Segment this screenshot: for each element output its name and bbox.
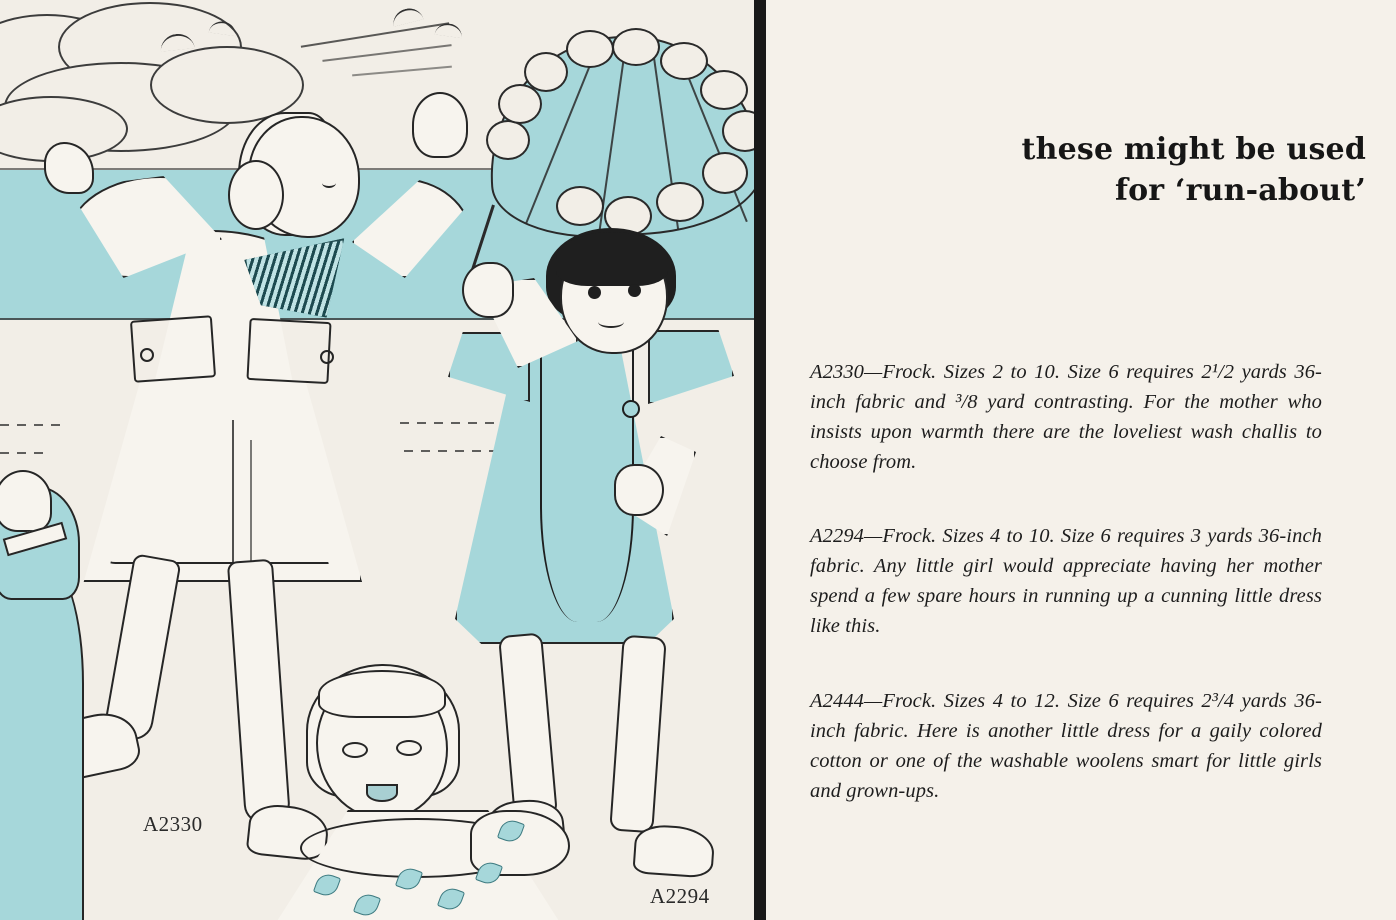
sand-texture xyxy=(0,424,68,426)
left-figure-hand xyxy=(0,470,52,532)
parasol-frill xyxy=(660,42,708,80)
parasol-frill xyxy=(700,70,748,110)
text-panel xyxy=(766,0,1396,920)
dress-pocket xyxy=(246,318,331,384)
girl-two-mouth xyxy=(598,316,624,328)
girl-three-eye xyxy=(396,740,422,756)
headline-line-1: these might be used xyxy=(1021,132,1366,167)
sand-texture xyxy=(404,450,502,452)
left-figure-body xyxy=(0,560,84,920)
girl-three-mouth xyxy=(366,784,398,802)
girl-two-hand xyxy=(462,262,514,318)
dress-pleat-line xyxy=(250,440,252,570)
dress-pleat-line xyxy=(232,420,234,570)
girl-two-eye xyxy=(628,284,641,297)
parasol-frill xyxy=(524,52,568,92)
girl-one-hair-bun xyxy=(228,160,284,230)
pattern-description-list xyxy=(810,336,1322,850)
girl-two-hand xyxy=(614,464,664,516)
parasol-frill xyxy=(556,186,604,226)
parasol-frill xyxy=(498,84,542,124)
parasol-frill xyxy=(612,28,660,66)
girl-three-bangs xyxy=(318,670,446,718)
dress-button xyxy=(622,400,640,418)
page-headline xyxy=(806,130,1390,211)
sky-stroke xyxy=(352,66,452,77)
parasol-frill xyxy=(566,30,614,68)
parasol-frill xyxy=(486,120,530,160)
girl-one-eye xyxy=(322,178,336,188)
girl-two-bangs xyxy=(556,232,668,286)
parasol-frill xyxy=(656,182,704,222)
column-divider xyxy=(754,0,766,920)
sky-stroke xyxy=(301,22,449,47)
headline-line-2: for ‘run-about’ xyxy=(1114,172,1366,208)
seagull-icon xyxy=(390,5,423,26)
illustration-caption-a2330: A2330 xyxy=(143,812,203,836)
pattern-entry-a2330: A2330—Frock. Sizes 2 to 10. Size 6 requires 2¹/2 yards 36-inch fabric and ³/8 yard contrasting. For the mother who insists upon warmth there are the loveliest wash challis to choose from. xyxy=(810,360,1322,473)
girl-one-right-hand xyxy=(412,92,468,158)
girl-two-eye xyxy=(588,286,601,299)
pocket-button xyxy=(320,350,334,364)
sky-stroke xyxy=(322,44,451,62)
sand-texture xyxy=(0,452,50,454)
parasol-frill xyxy=(702,152,748,194)
sand-texture xyxy=(400,422,510,424)
pocket-button xyxy=(140,348,154,362)
girl-three-eye xyxy=(342,742,368,758)
illustration-caption-a2294: A2294 xyxy=(650,884,710,908)
pattern-entry-a2294: A2294—Frock. Sizes 4 to 10. Size 6 requires 3 yards 36-inch fabric. Any little girl would appreciate having her mother spend a few spare hours in running up a cunning little dress like this. xyxy=(810,525,1322,638)
pattern-entry-a2444: A2444—Frock. Sizes 4 to 12. Size 6 requires 2³/4 yards 36-inch fabric. Here is another little dress for a gaily colored cotton or one of the washable woolens smart for little girls and grown-ups. xyxy=(810,689,1322,802)
